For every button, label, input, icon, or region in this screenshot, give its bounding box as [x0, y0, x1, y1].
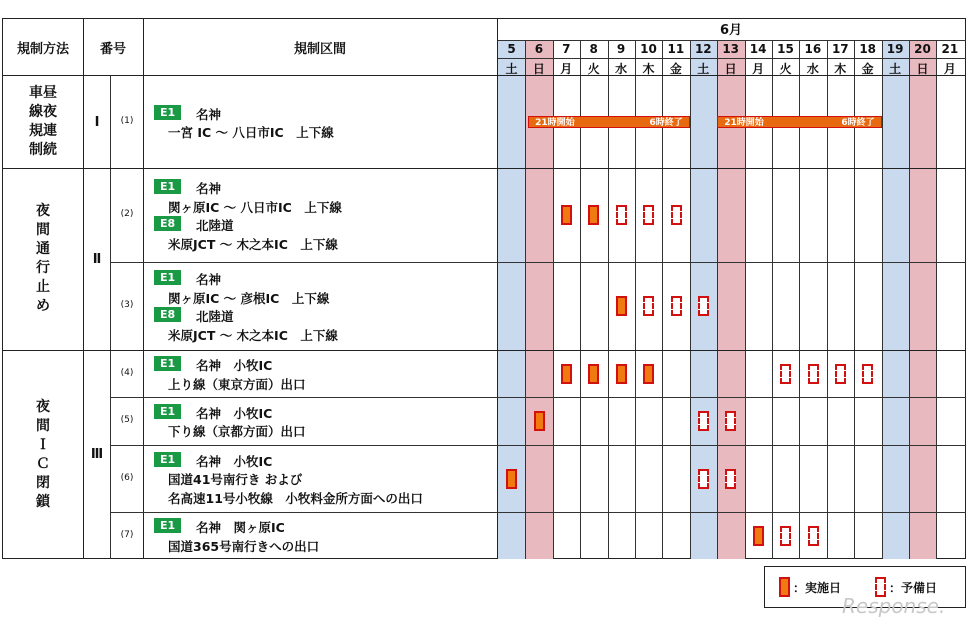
legend-solid-marker	[779, 577, 790, 597]
reserve-day-marker	[616, 205, 627, 225]
route-badge: E1	[154, 105, 181, 120]
section-text: 国道365号南行きへの出口	[168, 538, 320, 554]
reserve-day-marker	[862, 364, 873, 384]
route-badge: E1	[154, 452, 181, 467]
section-text: 名神 小牧IC	[196, 405, 273, 421]
reserve-day-marker	[698, 411, 709, 431]
section-text: 国道41号南行き および	[168, 472, 303, 488]
continuous-restriction-bar	[717, 116, 881, 128]
route-badge: E1	[154, 356, 181, 371]
reserve-day-marker	[780, 526, 791, 546]
section-text: 北陸道	[196, 218, 234, 233]
implementation-day-marker	[588, 364, 599, 384]
day-number: 14	[749, 42, 767, 56]
schedule-table	[2, 18, 966, 559]
day-number: 10	[640, 42, 657, 56]
group-divider	[2, 168, 966, 169]
section-text: 名神 小牧IC	[196, 453, 273, 469]
watermark-logo: Response.	[842, 594, 946, 618]
section-text: 一宮 IC ～ 八日市IC 上下線	[168, 125, 334, 140]
header-divider	[498, 40, 966, 41]
implementation-day-marker	[561, 205, 572, 225]
row-divider	[110, 512, 966, 513]
reserve-day-marker	[808, 526, 819, 546]
section-text: 名神	[196, 181, 222, 196]
bar-end-label: 6時終了	[841, 118, 875, 128]
day-weekday: 日	[724, 62, 737, 76]
saturday-column	[882, 40, 909, 559]
section-text: 米原JCT ～ 木之本IC 上下線	[168, 236, 338, 252]
reserve-day-marker	[643, 296, 654, 316]
implementation-day-marker	[534, 411, 545, 431]
route-badge: E8	[154, 307, 181, 322]
reserve-day-marker	[698, 296, 709, 316]
row-divider	[110, 262, 966, 263]
day-weekday: 月	[943, 62, 956, 76]
section-text: 名神 小牧IC	[196, 358, 273, 373]
header-method: 規制方法	[16, 42, 69, 57]
day-divider	[882, 40, 883, 559]
day-divider	[690, 40, 691, 559]
implementation-day-marker	[616, 364, 627, 384]
day-number: 19	[886, 42, 904, 56]
day-number: 11	[667, 42, 685, 56]
column-divider	[497, 18, 498, 559]
section-text: 名神	[196, 272, 222, 287]
section-text: 米原JCT ～ 木之本IC 上下線	[168, 327, 338, 343]
group-number: Ⅰ	[94, 114, 100, 130]
legend-spare-label: ：予備日	[889, 581, 938, 595]
day-weekday: 火	[779, 62, 792, 76]
day-divider	[525, 40, 526, 559]
bar-start-label: 21時開始	[724, 118, 764, 128]
day-number: 20	[914, 42, 931, 56]
group-number: Ⅱ	[92, 251, 102, 267]
day-weekday: 土	[889, 62, 902, 76]
reserve-day-marker	[643, 205, 654, 225]
day-weekday: 水	[806, 62, 819, 76]
day-weekday: 金	[669, 62, 682, 76]
reserve-day-marker	[671, 296, 682, 316]
row-number: (6)	[120, 472, 134, 483]
day-weekday: 月	[752, 62, 765, 76]
day-divider	[909, 40, 910, 559]
regulation-method-label: 夜 間 Ｉ Ｃ 閉 鎖	[36, 398, 50, 510]
row-number: (4)	[120, 367, 134, 378]
reserve-day-marker	[835, 364, 846, 384]
day-weekday: 金	[861, 62, 874, 76]
reserve-day-marker	[671, 205, 682, 225]
implementation-day-marker	[643, 364, 654, 384]
group-divider	[2, 350, 966, 351]
row-number: (2)	[120, 209, 134, 219]
bar-end-label: 6時終了	[649, 118, 683, 128]
day-number: 12	[694, 42, 712, 56]
implementation-day-marker	[753, 526, 764, 546]
day-number: 16	[804, 42, 822, 56]
day-weekday: 月	[560, 62, 573, 76]
day-weekday: 木	[642, 62, 655, 76]
reserve-day-marker	[808, 364, 819, 384]
day-number: 21	[941, 42, 959, 56]
bar-start-label: 21時開始	[535, 118, 575, 128]
row-divider	[110, 397, 966, 398]
route-badge: E8	[154, 216, 181, 231]
day-number: 6	[534, 42, 544, 56]
row-number: (1)	[120, 116, 134, 126]
section-text: 関ヶ原IC ～ 八日市IC 上下線	[168, 199, 342, 215]
header-number: 番号	[99, 42, 126, 57]
route-badge: E1	[154, 179, 181, 194]
group-number: Ⅲ	[90, 447, 104, 462]
reserve-day-marker	[698, 469, 709, 489]
column-divider	[143, 18, 144, 559]
section-text: 下り線（京都方面）出口	[168, 424, 306, 439]
route-badge: E1	[154, 518, 181, 533]
row-number: (3)	[120, 300, 134, 310]
reserve-day-marker	[725, 411, 736, 431]
section-text: 関ヶ原IC ～ 彦根IC 上下線	[168, 290, 330, 306]
day-weekday: 火	[587, 62, 600, 76]
day-number: 8	[589, 42, 598, 56]
regulation-method-label: 夜 間 通 行 止 め	[36, 203, 50, 314]
row-divider	[110, 445, 966, 446]
regulation-method-label: 車昼 線夜 規連 制続	[29, 85, 57, 158]
row-number: (5)	[120, 415, 134, 425]
day-weekday: 木	[834, 62, 847, 76]
section-text: 名神 関ヶ原IC	[196, 520, 285, 535]
day-number: 18	[859, 42, 877, 56]
day-number: 17	[831, 42, 849, 56]
section-text: 北陸道	[196, 309, 234, 324]
day-number: 7	[562, 42, 571, 56]
day-number: 5	[507, 42, 516, 56]
day-weekday: 土	[697, 62, 710, 76]
row-number: (7)	[120, 529, 134, 540]
continuous-restriction-bar	[528, 116, 690, 128]
implementation-day-marker	[588, 205, 599, 225]
header-month: 6月	[719, 23, 743, 38]
day-number: 9	[616, 42, 626, 56]
implementation-day-marker	[561, 364, 572, 384]
implementation-day-marker	[506, 469, 517, 489]
day-weekday: 水	[615, 62, 628, 76]
day-number: 13	[722, 42, 740, 56]
reserve-day-marker	[725, 469, 736, 489]
day-number: 15	[777, 42, 794, 56]
route-badge: E1	[154, 404, 181, 419]
day-weekday: 土	[505, 62, 518, 76]
section-text: 名神	[196, 106, 222, 122]
day-weekday: 日	[532, 62, 545, 76]
column-divider	[110, 76, 111, 559]
header-section: 規制区間	[293, 42, 346, 57]
day-divider	[936, 40, 937, 559]
route-badge: E1	[154, 270, 181, 285]
header-divider	[498, 58, 966, 59]
section-text: 名高速11号小牧線 小牧料金所方面への出口	[168, 490, 423, 506]
reserve-day-marker	[780, 364, 791, 384]
day-weekday: 日	[916, 62, 929, 76]
legend-solid-label: ：実施日	[793, 581, 842, 595]
implementation-day-marker	[616, 296, 627, 316]
section-text: 上り線（東京方面）出口	[168, 376, 306, 392]
sunday-column	[909, 40, 936, 559]
